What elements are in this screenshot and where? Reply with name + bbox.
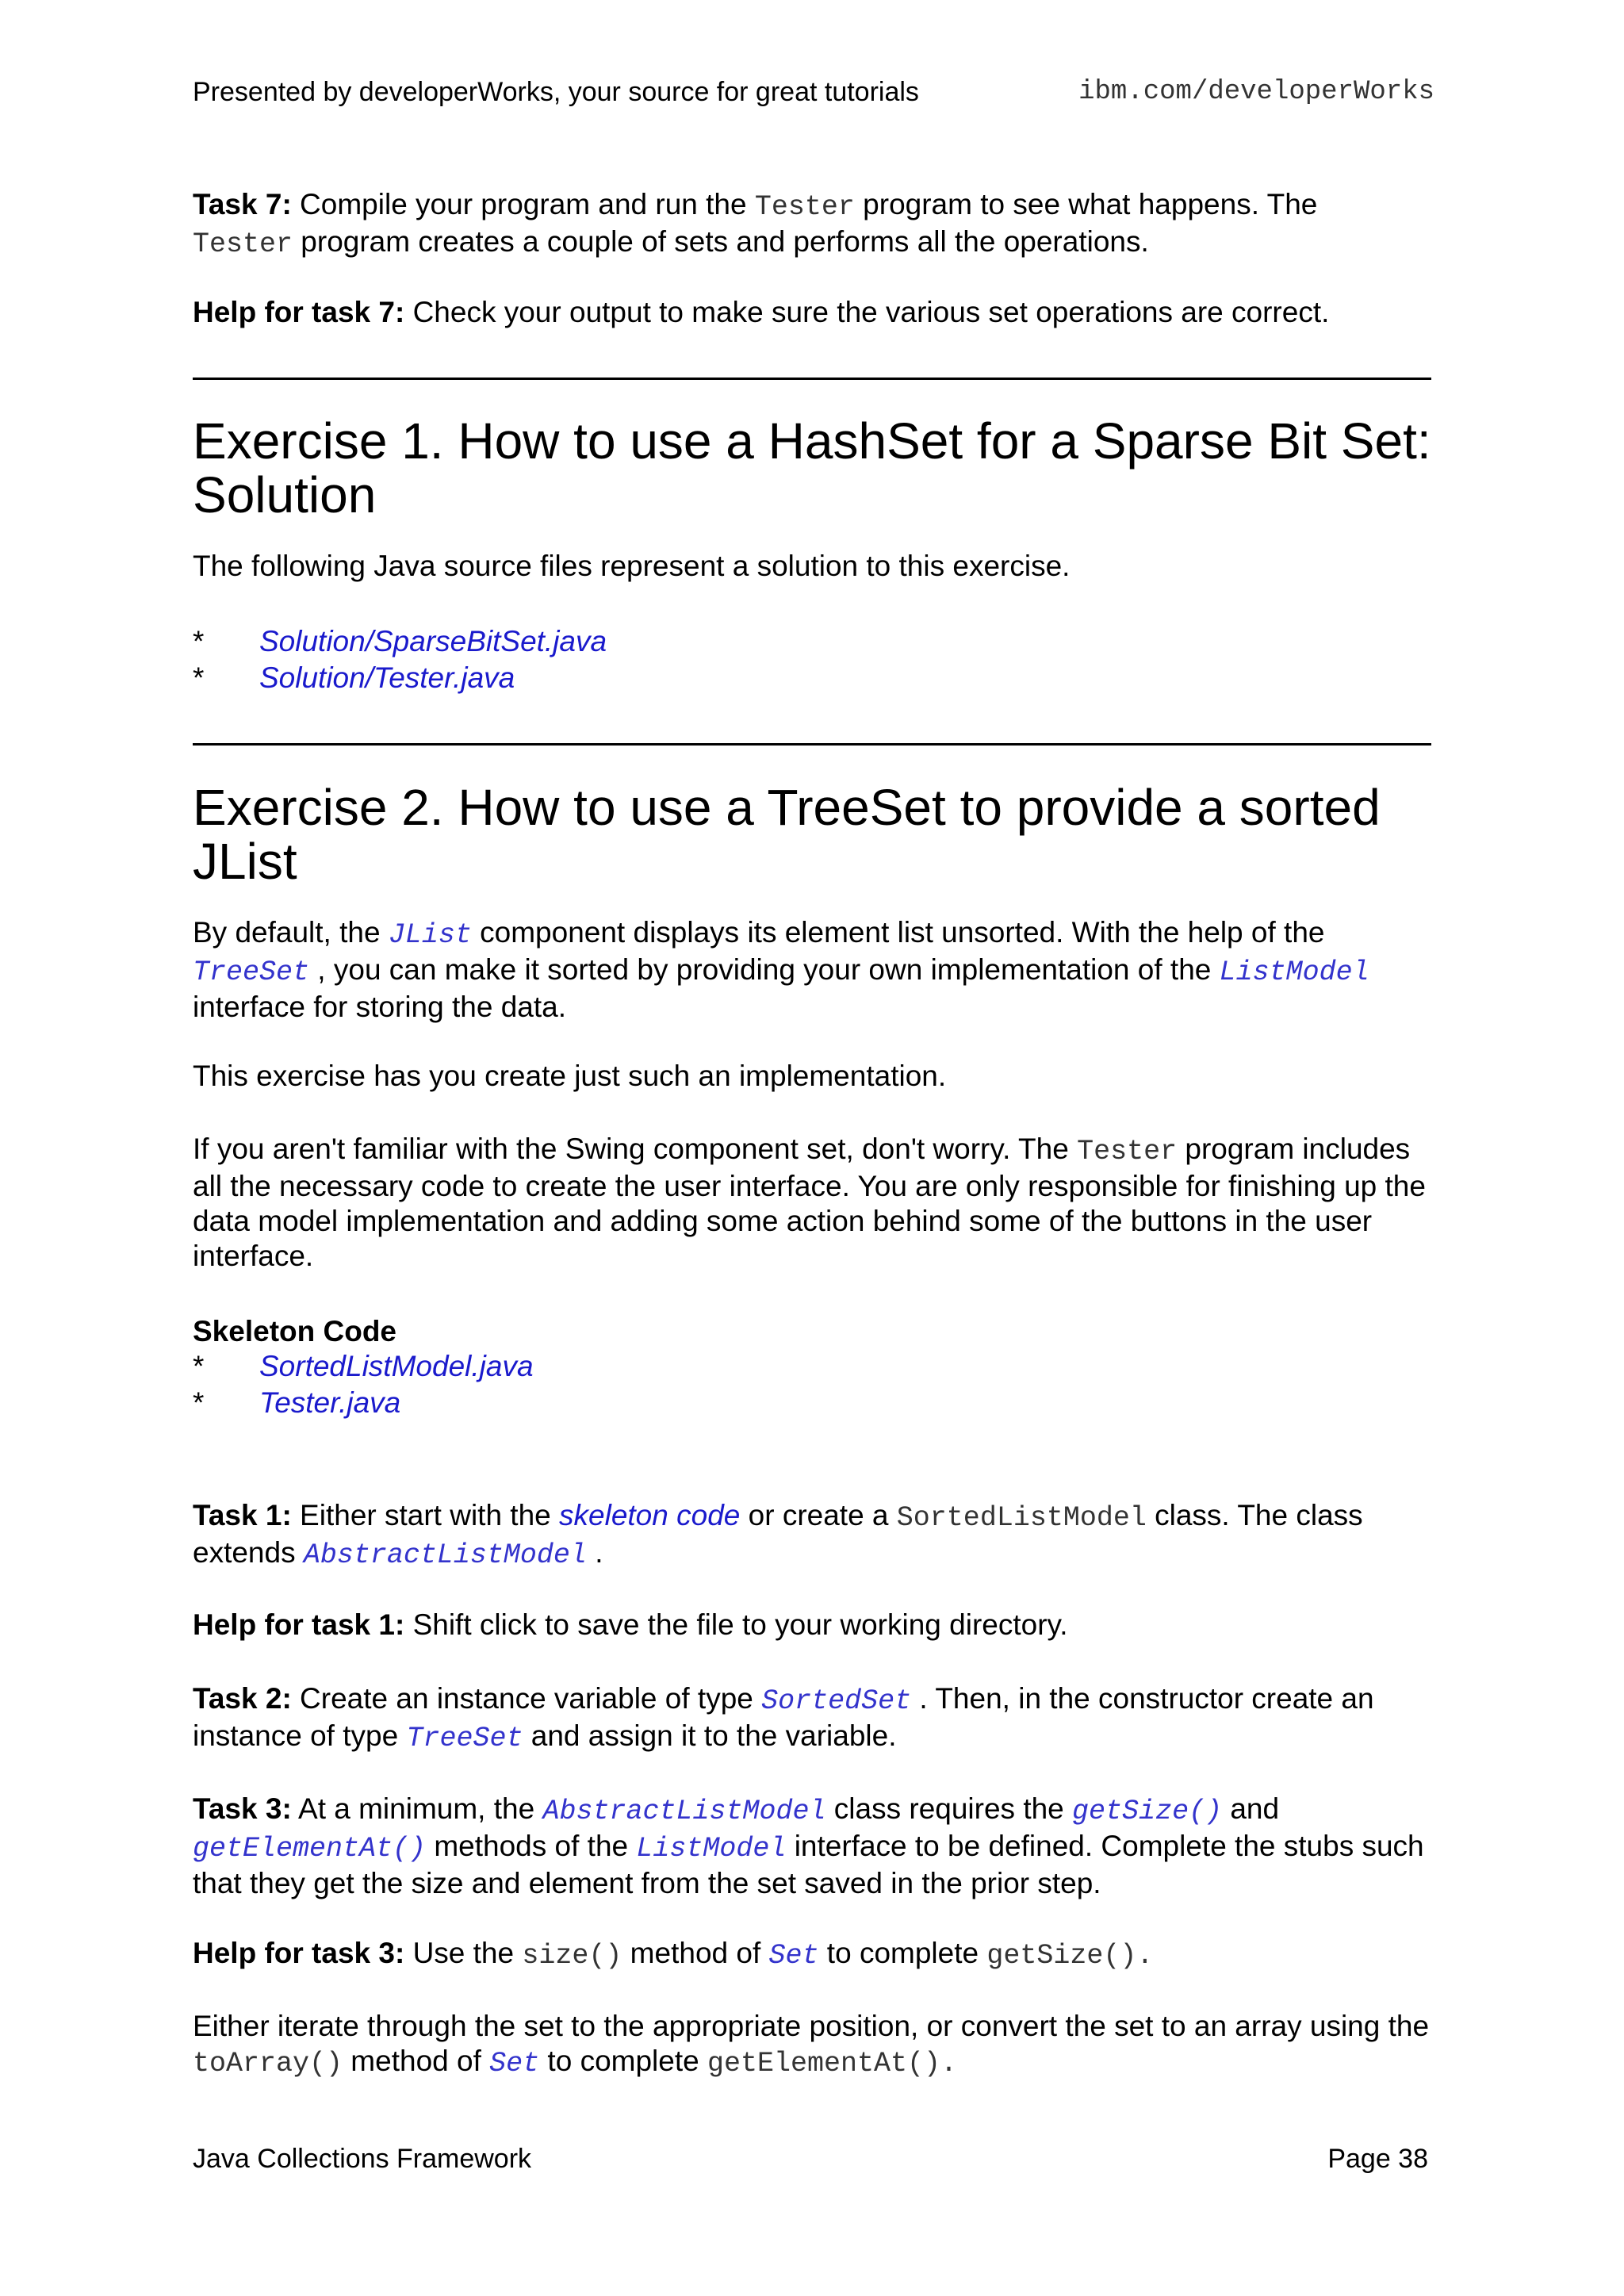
exercise2-paragraph-3: If you aren't familiar with the Swing component set, don't worry. The Tester program includes all the necessary code to create the user interface. You are only responsible for finishing up the data model implementation and adding some action behind some of the buttons in the user interface. <box>193 1133 1426 1272</box>
skeleton-code-link[interactable]: skeleton code <box>559 1499 741 1531</box>
task2-label: Task 2: <box>193 1682 292 1715</box>
running-header <box>193 75 1434 109</box>
exercise1-section <box>193 414 1434 522</box>
list-item: * Solution/SparseBitSet.java <box>193 625 607 657</box>
list-item: * Tester.java <box>193 1386 401 1419</box>
code-tester: Tester <box>193 228 293 260</box>
page-number: Page 38 <box>1327 2144 1428 2174</box>
file-link[interactable]: Tester.java <box>259 1386 401 1419</box>
code-link-set[interactable]: Set <box>768 1940 819 1972</box>
list-item: * SortedListModel.java <box>193 1350 534 1382</box>
exercise2-paragraph-2: This exercise has you create just such an implementation. <box>193 1060 947 1092</box>
code-size: size() <box>522 1940 622 1972</box>
code-link-getelementat[interactable]: getElementAt() <box>193 1833 427 1865</box>
section-divider <box>193 743 1431 746</box>
exercise1-file-list <box>193 623 1434 696</box>
code-link-getsize[interactable]: getSize() <box>1072 1796 1223 1827</box>
task1-paragraph: Task 1: Either start with the skeleton code or create a SortedListModel class. The class extends AbstractListModel . <box>193 1499 1363 1571</box>
code-tester: Tester <box>754 191 855 223</box>
code-getelementat: getElementAt(). <box>707 2048 958 2079</box>
help-task1-paragraph: Help for task 1: Shift click to save the file to your working directory. <box>193 1608 1068 1641</box>
running-footer <box>193 2141 1428 2176</box>
code-toarray: toArray() <box>193 2048 343 2079</box>
section-divider <box>193 378 1431 380</box>
exercise2-title: Exercise 2. How to use a TreeSet to provide a sorted JList <box>193 779 1381 890</box>
header-site: ibm.com/developerWorks <box>1078 77 1434 107</box>
help1-label: Help for task 1: <box>193 1608 405 1641</box>
file-link[interactable]: Solution/Tester.java <box>259 661 515 694</box>
skeleton-file-list <box>193 1348 1434 1421</box>
help3-label: Help for task 3: <box>193 1937 405 1969</box>
task2-paragraph: Task 2: Create an instance variable of type SortedSet . Then, in the constructor create an instance of type TreeSet and assign it to the variable. <box>193 1682 1374 1754</box>
code-link-listmodel[interactable]: ListModel <box>636 1833 787 1865</box>
code-link-jlist[interactable]: JList <box>388 919 472 951</box>
exercise2-section <box>193 780 1434 888</box>
file-link[interactable]: SortedListModel.java <box>259 1350 534 1382</box>
task7-paragraph: Task 7: Compile your program and run the Tester program to see what happens. The Tester program creates a couple of sets and performs all the operations. <box>193 188 1318 260</box>
file-link[interactable]: Solution/SparseBitSet.java <box>259 625 607 657</box>
footer-title: Java Collections Framework <box>193 2144 532 2174</box>
code-tester: Tester <box>1077 1136 1178 1167</box>
code-link-treeset[interactable]: TreeSet <box>193 956 310 988</box>
exercise2-paragraph-1: By default, the JList component displays its element list unsorted. With the help of the TreeSet , you can make it sorted by providing your own implementation of the ListModel interface for storing the data. <box>193 916 1369 1023</box>
help-task7-paragraph: Help for task 7: Check your output to make sure the various set operations are correct. <box>193 296 1330 328</box>
code-sortedlistmodel: SortedListModel <box>896 1502 1147 1534</box>
help7-label: Help for task 7: <box>193 296 405 328</box>
help-task3-paragraph-2: Either iterate through the set to the appropriate position, or convert the set to an array using the toArray() method of Set to complete getElementAt(). <box>193 2010 1430 2079</box>
code-link-set[interactable]: Set <box>489 2048 540 2079</box>
code-link-abstractlistmodel[interactable]: AbstractListModel <box>542 1796 826 1827</box>
code-link-listmodel[interactable]: ListModel <box>1219 956 1369 988</box>
document-page <box>193 0 1434 2296</box>
code-link-treeset[interactable]: TreeSet <box>406 1723 523 1754</box>
exercise1-intro: The following Java source files represent a solution to this exercise. <box>193 550 1071 582</box>
code-link-sortedset[interactable]: SortedSet <box>761 1685 912 1717</box>
list-item: * Solution/Tester.java <box>193 661 515 694</box>
task1-label: Task 1: <box>193 1499 292 1531</box>
help-task3-paragraph: Help for task 3: Use the size() method of Set to complete getSize(). <box>193 1937 1154 1972</box>
task7-label: Task 7: <box>193 188 292 220</box>
task3-paragraph: Task 3: At a minimum, the AbstractListModel class requires the getSize() and getElementAt() methods of the ListModel interface to be defined. Complete the stubs such that they get the size and element from the set saved in the prior step. <box>193 1792 1424 1899</box>
skeleton-code-heading: Skeleton Code <box>193 1315 396 1347</box>
exercise1-title: Exercise 1. How to use a HashSet for a Sparse Bit Set: Solution <box>193 412 1431 523</box>
code-link-abstractlistmodel[interactable]: AbstractListModel <box>303 1539 587 1571</box>
header-tagline: Presented by developerWorks, your source for great tutorials <box>193 77 919 107</box>
task3-label: Task 3: <box>193 1792 292 1825</box>
code-getsize: getSize(). <box>986 1940 1154 1972</box>
